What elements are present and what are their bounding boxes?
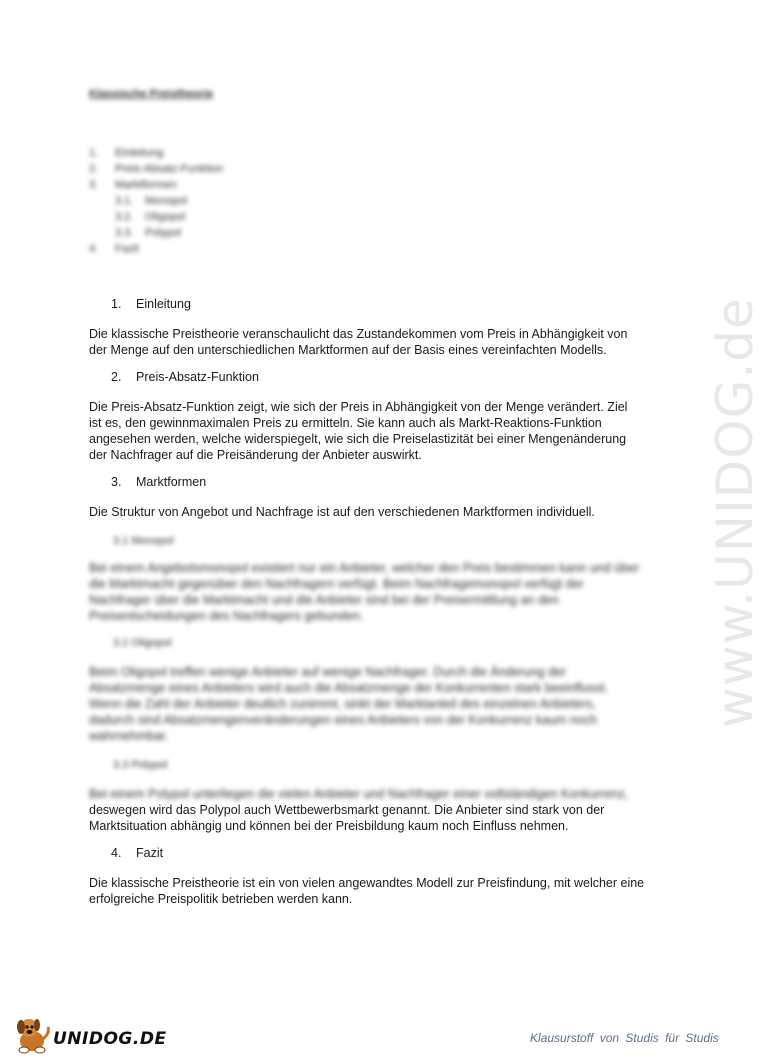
subsection-heading-polypol: 3.3 Polypol — [113, 759, 168, 771]
subsection-heading-monopol: 3.1 Monopol — [113, 535, 174, 547]
dog-mascot-icon — [12, 1013, 54, 1055]
section-heading-marktformen: 3. Marktformen — [111, 475, 207, 489]
paragraph-oligopol: Beim Oligopol treffen wenige Anbieter auf wenige Nachfrager. Durch die Änderung der Absatzmenge eines Anbieters wird auch die Absatzmenge der Konkurrenten stark beeinflusst. Wenn die Zahl der Anbieter deutlich zunimmt, sinkt der Marktanteil des einzelnen Anbieters, dadurch sind Absatzmengenveränderungen eines Anbieters von der Konkurrenz kaum noch wahrnehmbar. — [89, 665, 609, 743]
logo-text: UNIDOG.DE — [53, 1029, 167, 1049]
toc-item: 2. Preis-Absatz-Funktion — [89, 163, 224, 175]
watermark: www.UNIDOG.de — [706, 297, 764, 728]
paragraph-marktformen: Die Struktur von Angebot und Nachfrage ist auf den verschiedenen Marktformen individuell. — [89, 505, 595, 519]
paragraph-polypol: deswegen wird das Polypol auch Wettbewerbsmarkt genannt. Die Anbieter sind stark von der Marktsituation abhängig und können bei der Preisbildung kaum noch Einfluss nehmen. — [89, 803, 605, 833]
paragraph-monopol: Bei einem Angebotsmonopol existiert nur ein Anbieter, welcher den Preis bestimmen kann und über die Marktmacht gegenüber den Nachfragern verfügt. Beim Nachfragemonopol verfügt der Nachfrager über die Marktmacht und die Anbieter sind bei der Preisermittlung an den Preisentscheidungen des Nachfragers gebunden. — [89, 561, 640, 623]
toc-subitem: 3.1. Monopol — [115, 195, 188, 207]
section-heading-einleitung: 1. Einleitung — [111, 297, 191, 311]
paragraph-polypol-blurred-line: Bei einem Polypol unterliegen die vielen Anbieter und Nachfrager einer vollständigen Konkurrenz, — [89, 787, 629, 801]
document-title: Klassische Preistheorie — [89, 88, 214, 100]
unidog-logo — [12, 1013, 167, 1055]
section-heading-fazit: 4. Fazit — [111, 846, 164, 860]
toc-item: 4. Fazit — [89, 243, 139, 255]
table-of-contents — [89, 145, 223, 257]
toc-item: 1. Einleitung — [89, 147, 164, 159]
paragraph-preis-absatz-funktion: Die Preis-Absatz-Funktion zeigt, wie sich der Preis in Abhängigkeit von der Menge verändert. Ziel ist es, den gewinnmaximalen Preis zu ermitteln. Sie kann auch als Markt-Reaktions-Funktion angesehen werden, welche widerspiegelt, wie sich die Preiselastizität bei einer Mengenänderung der Nachfrager auf die Preisänderung der Anbieter auswirkt. — [89, 400, 628, 462]
paragraph-fazit: Die klassische Preistheorie ist ein von vielen angewandtes Modell zur Preisfindung, mit welcher eine erfolgreiche Preispolitik betrieben werden kann. — [89, 876, 645, 906]
subsection-heading-oligopol: 3.2 Oligopol — [113, 637, 172, 649]
toc-item: 3. Marktformen — [89, 179, 177, 191]
toc-subitem: 3.2. Oligopol — [115, 211, 186, 223]
footer-tagline: Klausurstoff von Studis für Studis — [530, 1031, 719, 1045]
section-heading-preis-absatz-funktion: 2. Preis-Absatz-Funktion — [111, 370, 259, 384]
paragraph-einleitung: Die klassische Preistheorie veranschaulicht das Zustandekommen vom Preis in Abhängigkeit von der Menge auf den unterschiedlichen Marktformen auf der Basis eines vereinfachten Modells. — [89, 327, 628, 357]
toc-subitem: 3.3. Polypol — [115, 227, 182, 239]
